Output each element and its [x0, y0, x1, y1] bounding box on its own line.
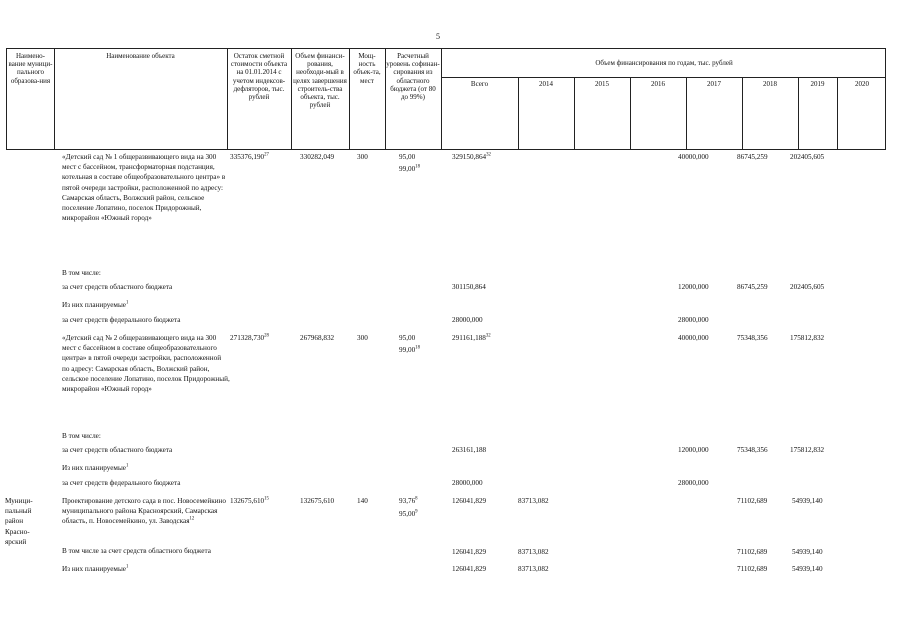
kindergarten-1-2017: 40000,000 — [678, 153, 709, 161]
header-capacity: Мощ-ность объек-та, мест — [353, 52, 381, 85]
kindergarten-2-regional-total: 263161,188 — [452, 446, 487, 454]
kindergarten-1-regional-2019: 202405,605 — [790, 283, 825, 291]
kindergarten-2-2018: 75348,356 — [737, 334, 768, 342]
municipality-krasnoyarsky: Муници-пальный район Красно-ярский — [5, 497, 33, 546]
federal-budget-label: за счет средств федерального бюджета — [62, 316, 181, 324]
kindergarten-1-federal-2017: 28000,000 — [678, 316, 709, 324]
including-label: В том числе: — [62, 269, 101, 277]
capacity-kindergarten-2: 300 — [357, 334, 368, 342]
novosemeykino-2014: 83713,082 — [518, 497, 549, 505]
novosemeykino-regional-2019: 54939,140 — [792, 548, 823, 556]
header-year-2018: 2018 — [763, 80, 777, 88]
header-years-group: Объем финансирования по годам, тыс. рублей — [595, 59, 733, 67]
kindergarten-1-2019: 202405,605 — [790, 153, 825, 161]
cost-kindergarten-2: 271328,730$^{28}$ — [230, 333, 269, 342]
table-header — [6, 48, 886, 150]
object-name-kindergarten-1: «Детский сад № 1 общеразвивающего вида на 300 мест с бассейном, трансформаторная подстанция, котельная в составе общеобразовательного центра» в пятой очереди застройки, расположенной по адресу: Самарская область, Волжский район, сельское поселение Лопатино, поселок Придорожный, микрорайон «Южный город» — [62, 153, 226, 223]
kindergarten-2-regional-2019: 175812,832 — [790, 446, 825, 454]
total-novosemeykino: 126041,829 — [452, 497, 487, 505]
novosemeykino-planned-2019: 54939,140 — [792, 565, 823, 573]
cost-kindergarten-1: 335376,190$^{27}$ — [230, 152, 269, 161]
header-year-2020: 2020 — [855, 80, 869, 88]
novosemeykino-planned-label: Из них планируемые$^1$ — [62, 564, 129, 573]
kindergarten-1-federal-total: 28000,000 — [452, 316, 483, 324]
kindergarten-1-2018: 86745,259 — [737, 153, 768, 161]
capacity-novosemeykino: 140 — [357, 497, 368, 505]
novosemeykino-including-regional-label: В том числе за счет средств областного бюджета — [62, 547, 211, 555]
header-year-2014: 2014 — [539, 80, 553, 88]
novosemeykino-planned-2014: 83713,082 — [518, 565, 549, 573]
level-kindergarten-1: 95,00 — [399, 153, 416, 161]
kindergarten-2-regional-2017: 12000,000 — [678, 446, 709, 454]
novosemeykino-regional-2018: 71102,689 — [737, 548, 768, 556]
header-total: Всего — [470, 80, 489, 88]
novosemeykino-planned-total: 126041,829 — [452, 565, 487, 573]
novosemeykino-planned-2018: 71102,689 — [737, 565, 768, 573]
level-alt-novosemeykino: 95,00$^9$ — [399, 509, 418, 518]
kindergarten-2-federal-total: 28000,000 — [452, 479, 483, 487]
funding-kindergarten-1: 330282,049 — [300, 153, 335, 161]
including-label-2: В том числе: — [62, 432, 101, 440]
funding-kindergarten-2: 267968,832 — [300, 334, 335, 342]
header-object-name: Наименование объекта — [106, 52, 175, 60]
header-year-2019: 2019 — [810, 80, 825, 88]
kindergarten-2-2017: 40000,000 — [678, 334, 709, 342]
header-year-2015: 2015 — [595, 80, 609, 88]
object-name-novosemeykino: Проектирование детского сада в пос. Новосемейкино муниципального района Красноярский, Самарская область, п. Новосемейкино, ул. Заводская$^{12}$ — [62, 497, 226, 526]
level-alt-kindergarten-2: 99,00$^{18}$ — [399, 345, 420, 354]
header-funding-volume: Объем финанси-рования, необходи-мый в целях завершения строитель-ства объекта, тыс. рублей — [293, 52, 347, 110]
planned-label-2: Из них планируемые$^1$ — [62, 463, 129, 472]
cost-novosemeykino: 132675,610$^{15}$ — [230, 496, 269, 505]
kindergarten-2-federal-2017: 28000,000 — [678, 479, 709, 487]
total-kindergarten-2: 291161,188$^{32}$ — [452, 333, 491, 342]
planned-label: Из них планируемые$^1$ — [62, 300, 129, 309]
header-cofinancing-level: Расчетный уровень софинан-сирования из областного бюджета (от 80 до 99%) — [386, 52, 440, 102]
page-number: 5 — [436, 32, 440, 41]
kindergarten-2-regional-2018: 75348,356 — [737, 446, 768, 454]
header-cost-remainder: Остаток сметной стоимости объекта на 01.01.2014 с учетом индексов-дефляторов, тыс. рублей — [230, 52, 288, 102]
novosemeykino-regional-2014: 83713,082 — [518, 548, 549, 556]
level-kindergarten-2: 95,00 — [399, 334, 416, 342]
regional-budget-label-2: за счет средств областного бюджета — [62, 446, 173, 454]
header-municipality: Наимено-вание муници-пального образова-ния — [8, 52, 53, 85]
kindergarten-2-2019: 175812,832 — [790, 334, 825, 342]
novosemeykino-2018: 71102,689 — [737, 497, 768, 505]
total-kindergarten-1: 329150,864$^{32}$ — [452, 152, 491, 161]
regional-budget-label: за счет средств областного бюджета — [62, 283, 173, 291]
novosemeykino-regional-total: 126041,829 — [452, 548, 487, 556]
kindergarten-1-regional-2017: 12000,000 — [678, 283, 709, 291]
novosemeykino-2019: 54939,140 — [792, 497, 823, 505]
capacity-kindergarten-1: 300 — [357, 153, 368, 161]
level-alt-kindergarten-1: 99,00$^{18}$ — [399, 164, 420, 173]
funding-novosemeykino: 132675,610 — [300, 497, 335, 505]
federal-budget-label-2: за счет средств федерального бюджета — [62, 479, 181, 487]
kindergarten-1-regional-2018: 86745,259 — [737, 283, 768, 291]
object-name-kindergarten-2: «Детский сад № 2 общеразвивающего вида на 300 мест с бассейном в составе общеобразовательного центра» в пятой очереди застройки, расположенной по адресу: Самарская область, Волжский район, сельское поселение Лопатино, поселок Придорожный, микрорайон «Южный город» — [62, 334, 230, 394]
header-year-2017: 2017 — [707, 80, 721, 88]
kindergarten-1-regional-total: 301150,864 — [452, 283, 486, 291]
header-year-2016: 2016 — [651, 80, 665, 88]
level-novosemeykino: 93,76$^8$ — [399, 496, 418, 505]
